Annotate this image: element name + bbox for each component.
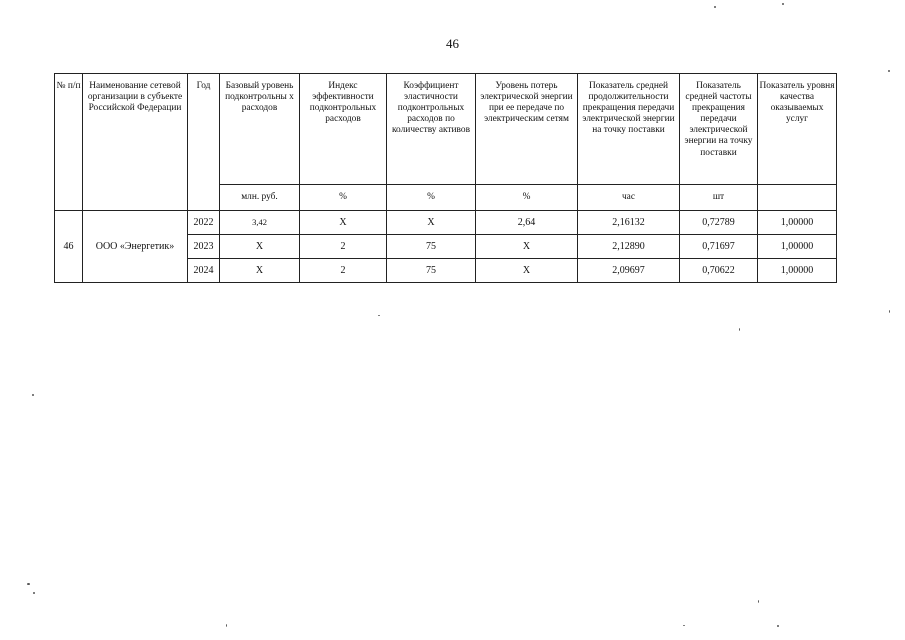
scan-speck — [739, 328, 740, 331]
avg-duration-cell: 2,16132 — [578, 211, 680, 235]
header-elasticity-coefficient: Коэффициент эластичности подконтрольных расходов по количеству активов — [387, 74, 476, 185]
header-avg-duration: Показатель средней продолжительности прекращения передачи электрической энергии на точку поставки — [578, 74, 680, 185]
scan-speck — [777, 625, 779, 627]
scan-speck — [683, 625, 685, 626]
header-base-level: Базовый уровень подконтрольны х расходов — [220, 74, 300, 185]
page-number: 46 — [446, 36, 459, 51]
elasticity-coefficient-cell: 75 — [387, 235, 476, 259]
year-cell: 2022 — [188, 211, 220, 235]
header-efficiency-index: Индекс эффективности подконтрольных расходов — [300, 74, 387, 185]
elasticity-coefficient-cell: Х — [387, 211, 476, 235]
base-level-cell: Х — [220, 235, 300, 259]
header-quality-level: Показатель уровня качества оказываемых услуг — [758, 74, 837, 185]
table-header-row — [55, 74, 837, 185]
base-level-cell: Х — [220, 259, 300, 283]
unit-avg-frequency: шт — [680, 185, 758, 211]
unit-elasticity-coefficient: % — [387, 185, 476, 211]
avg-frequency-cell: 0,72789 — [680, 211, 758, 235]
unit-loss-level: % — [476, 185, 578, 211]
scan-speck — [782, 3, 784, 5]
avg-duration-cell: 2,12890 — [578, 235, 680, 259]
year-cell: 2024 — [188, 259, 220, 283]
scan-speck — [714, 6, 716, 8]
scan-speck — [32, 394, 34, 396]
header-loss-level: Уровень потерь электрической энергии при ее передаче по электрическим сетям — [476, 74, 578, 185]
loss-level-cell: Х — [476, 259, 578, 283]
header-avg-frequency: Показатель средней частоты прекращения передачи электрической энергии на точку поставки — [680, 74, 758, 185]
avg-duration-cell: 2,09697 — [578, 259, 680, 283]
year-cell: 2023 — [188, 235, 220, 259]
avg-frequency-cell: 0,70622 — [680, 259, 758, 283]
quality-level-cell: 1,00000 — [758, 235, 837, 259]
base-level-cell: 3,42 — [220, 211, 300, 235]
loss-level-cell: 2,64 — [476, 211, 578, 235]
scan-speck — [758, 600, 759, 603]
efficiency-index-cell: Х — [300, 211, 387, 235]
scan-speck — [226, 624, 227, 627]
scan-speck — [378, 315, 380, 316]
header-number: № п/п — [55, 74, 83, 211]
unit-quality-level — [758, 185, 837, 211]
tariff-parameters-table — [54, 73, 837, 283]
elasticity-coefficient-cell: 75 — [387, 259, 476, 283]
header-organization: Наименование сетевой организации в субъекте Российской Федерации — [83, 74, 188, 211]
scan-speck — [888, 70, 890, 72]
header-year: Год — [188, 74, 220, 211]
efficiency-index-cell: 2 — [300, 235, 387, 259]
avg-frequency-cell: 0,71697 — [680, 235, 758, 259]
scan-speck — [33, 592, 35, 594]
org-name-cell: ООО «Энергетик» — [83, 211, 188, 283]
table-row — [55, 211, 837, 235]
efficiency-index-cell: 2 — [300, 259, 387, 283]
scan-speck — [27, 583, 30, 585]
org-number-cell: 46 — [55, 211, 83, 283]
quality-level-cell: 1,00000 — [758, 211, 837, 235]
loss-level-cell: Х — [476, 235, 578, 259]
unit-avg-duration: час — [578, 185, 680, 211]
quality-level-cell: 1,00000 — [758, 259, 837, 283]
scan-speck — [889, 310, 890, 313]
unit-efficiency-index: % — [300, 185, 387, 211]
unit-base-level: млн. руб. — [220, 185, 300, 211]
